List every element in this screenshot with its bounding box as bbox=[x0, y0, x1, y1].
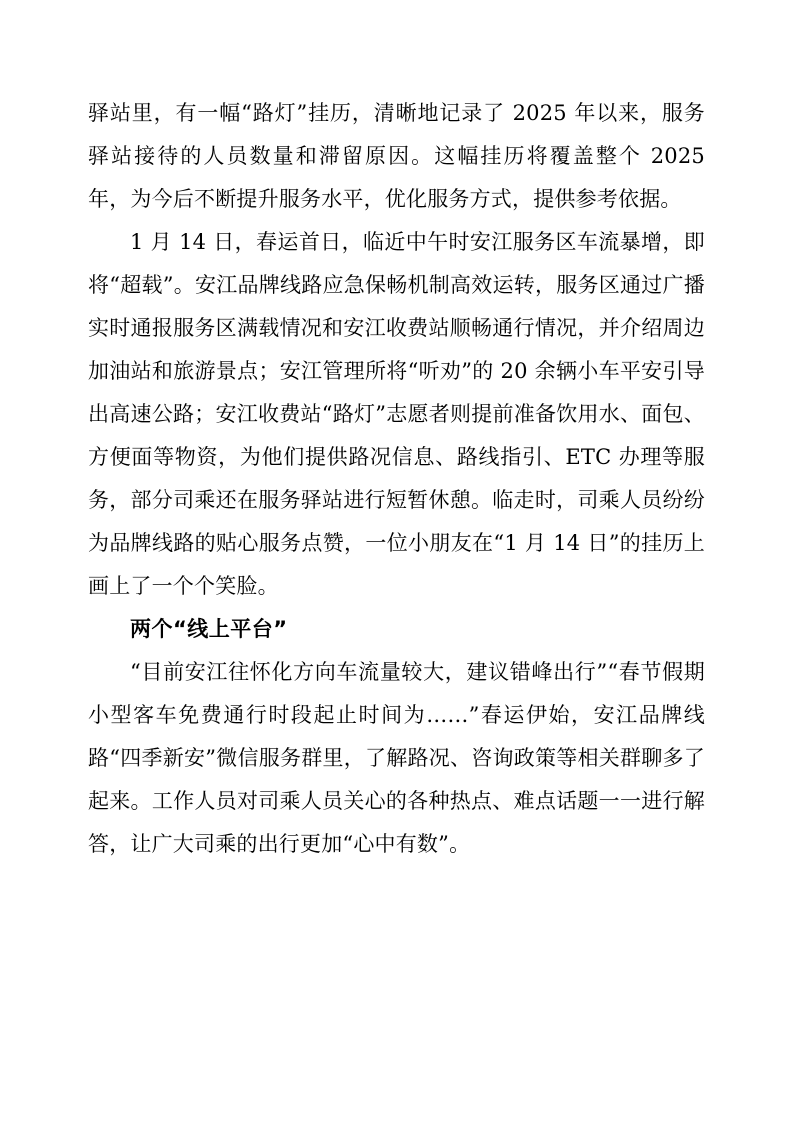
paragraph-1: 驿站里，有一幅“路灯”挂历，清晰地记录了 2025 年以来，服务驿站接待的人员数量和滞留原因。这幅挂历将覆盖整个 2025 年，为今后不断提升服务水平，优化服务方式，提供参考依据。 bbox=[88, 101, 705, 211]
document-body bbox=[88, 92, 705, 866]
section-heading-online-platforms: 两个“线上平台” bbox=[130, 617, 288, 641]
paragraph-2: 1 月 14 日，春运首日，临近中午时安江服务区车流暴增，即将“超载”。安江品牌线路应急保畅机制高效运转，服务区通过广播实时通报服务区满载情况和安江收费站顺畅通行情况，并介绍周边加油站和旅游景点；安江管理所将“听劝”的 20 余辆小车平安引导出高速公路；安江收费站“路灯”志愿者则提前准备饮用水、面包、方便面等物资，为他们提供路况信息、路线指引、ETC 办理等服务，部分司乘还在服务驿站进行短暂休憩。临走时，司乘人员纷纷为品牌线路的贴心服务点赞，一位小朋友在“1 月 14 日”的挂历上画上了一个个笑脸。 bbox=[88, 230, 705, 598]
paragraph-3: “目前安江往怀化方向车流量较大，建议错峰出行”“春节假期小型客车免费通行时段起止时间为……”春运伊始，安江品牌线路“四季新安”微信服务群里，了解路况、咨询政策等相关群聊多了起来。工作人员对司乘人员关心的各种热点、难点话题一一进行解答，让广大司乘的出行更加“心中有数”。 bbox=[88, 660, 705, 856]
